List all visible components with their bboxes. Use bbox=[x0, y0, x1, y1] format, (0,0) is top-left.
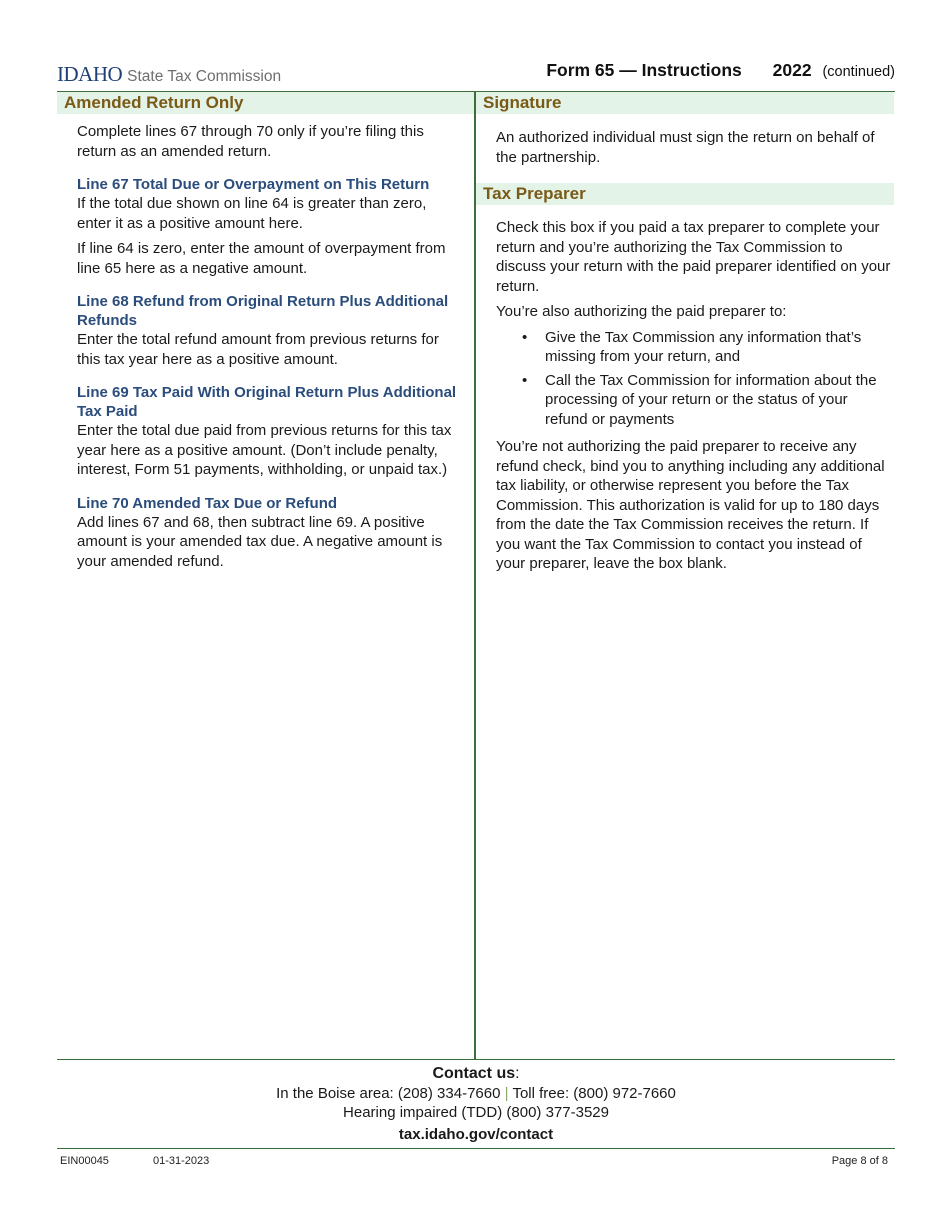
footer-rule bbox=[57, 1148, 895, 1149]
contact-heading-text: Contact us bbox=[432, 1065, 516, 1082]
document-date: 01-31-2023 bbox=[153, 1155, 210, 1167]
line-69-paragraph: Enter the total due paid from previous returns for this tax year here as a positive amount. (Don’t include penalty, interest, Form 51 payments, withholding, or unpaid tax.) bbox=[77, 422, 452, 478]
form-title-text: Form 65 — Instructions bbox=[546, 60, 742, 80]
form-title bbox=[546, 60, 895, 81]
line-68-paragraph: Enter the total refund amount from previous returns for this tax year here as a positive amount. bbox=[77, 331, 439, 368]
right-column bbox=[476, 92, 894, 574]
section-heading-signature: Signature bbox=[476, 92, 894, 114]
line-70-paragraph: Add lines 67 and 68, then subtract line 69. A positive amount is your amended tax due. A negative amount is your amended refund. bbox=[77, 513, 443, 570]
list-item bbox=[496, 371, 894, 430]
line-67-heading: Line 67 Total Due or Overpayment on This Return bbox=[77, 176, 430, 193]
bottom-rule bbox=[57, 1059, 895, 1060]
form-year: 2022 bbox=[772, 60, 812, 80]
continued-label: (continued) bbox=[822, 64, 895, 80]
amended-intro: Complete lines 67 through 70 only if you’re filing this return as an amended return. bbox=[77, 123, 424, 160]
contact-heading-colon: : bbox=[515, 1065, 520, 1082]
line-70-heading: Line 70 Amended Tax Due or Refund bbox=[77, 494, 338, 512]
boise-phone: In the Boise area: (208) 334-7660 bbox=[276, 1085, 501, 1102]
section-heading-tax-preparer: Tax Preparer bbox=[476, 183, 894, 205]
list-item-text: Call the Tax Commission for information about the processing of your return or the status of your refund or payments bbox=[545, 371, 877, 428]
preparer-paragraph-1: Check this box if you paid a tax preparer to complete your return and you’re authorizing the Tax Commission to discuss your return with the paid preparer identified on your return. bbox=[496, 219, 891, 295]
logo-agency-name: State Tax Commission bbox=[127, 68, 282, 85]
signature-paragraph: An authorized individual must sign the return on behalf of the partnership. bbox=[496, 129, 875, 166]
toll-free-phone: Toll free: (800) 972-7660 bbox=[512, 1085, 676, 1102]
section-heading-amended-return: Amended Return Only bbox=[57, 92, 474, 114]
preparer-paragraph-3: You’re not authorizing the paid preparer to receive any refund check, bind you to anything including any additional tax liability, or otherwise represent you before the Tax Commission. This authorization is valid for up to 180 days from the date the Tax Commission receives the return. If you want the Tax Commission to contact you instead of your preparer, leave the box blank. bbox=[496, 438, 885, 572]
tdd-phone: Hearing impaired (TDD) (800) 377-3529 bbox=[343, 1104, 609, 1121]
bullet-icon: • bbox=[522, 371, 528, 389]
contact-footer bbox=[57, 1063, 895, 1144]
contact-website-link[interactable]: tax.idaho.gov/contact bbox=[398, 1126, 554, 1143]
preparer-paragraph-2: You’re also authorizing the paid preparer to: bbox=[496, 303, 787, 320]
line-67-paragraph-1: If the total due shown on line 64 is greater than zero, enter it as a positive amount here. bbox=[77, 195, 427, 232]
page-number: Page 8 of 8 bbox=[831, 1155, 888, 1167]
logo-idaho-wordmark: IDAHO bbox=[57, 62, 123, 86]
line-69-heading: Line 69 Tax Paid With Original Return Plus Additional Tax Paid bbox=[77, 384, 457, 420]
tax-preparer-section bbox=[476, 218, 894, 574]
document-id: EIN00045 bbox=[60, 1155, 109, 1167]
phone-separator: | bbox=[504, 1085, 509, 1102]
left-column bbox=[57, 92, 474, 571]
signature-section bbox=[476, 128, 894, 167]
contact-heading bbox=[57, 1063, 895, 1084]
amended-return-section bbox=[57, 122, 474, 571]
line-67-paragraph-2: If line 64 is zero, enter the amount of overpayment from line 65 here as a negative amount. bbox=[77, 240, 446, 277]
preparer-authorization-list bbox=[496, 328, 894, 430]
bullet-icon: • bbox=[522, 328, 528, 346]
line-68-heading: Line 68 Refund from Original Return Plus Additional Refunds bbox=[77, 293, 449, 329]
list-item bbox=[496, 328, 894, 367]
agency-logo bbox=[57, 62, 281, 87]
phone-line bbox=[57, 1084, 895, 1103]
list-item-text: Give the Tax Commission any information that’s missing from your return, and bbox=[545, 328, 862, 365]
page-header bbox=[57, 58, 895, 92]
